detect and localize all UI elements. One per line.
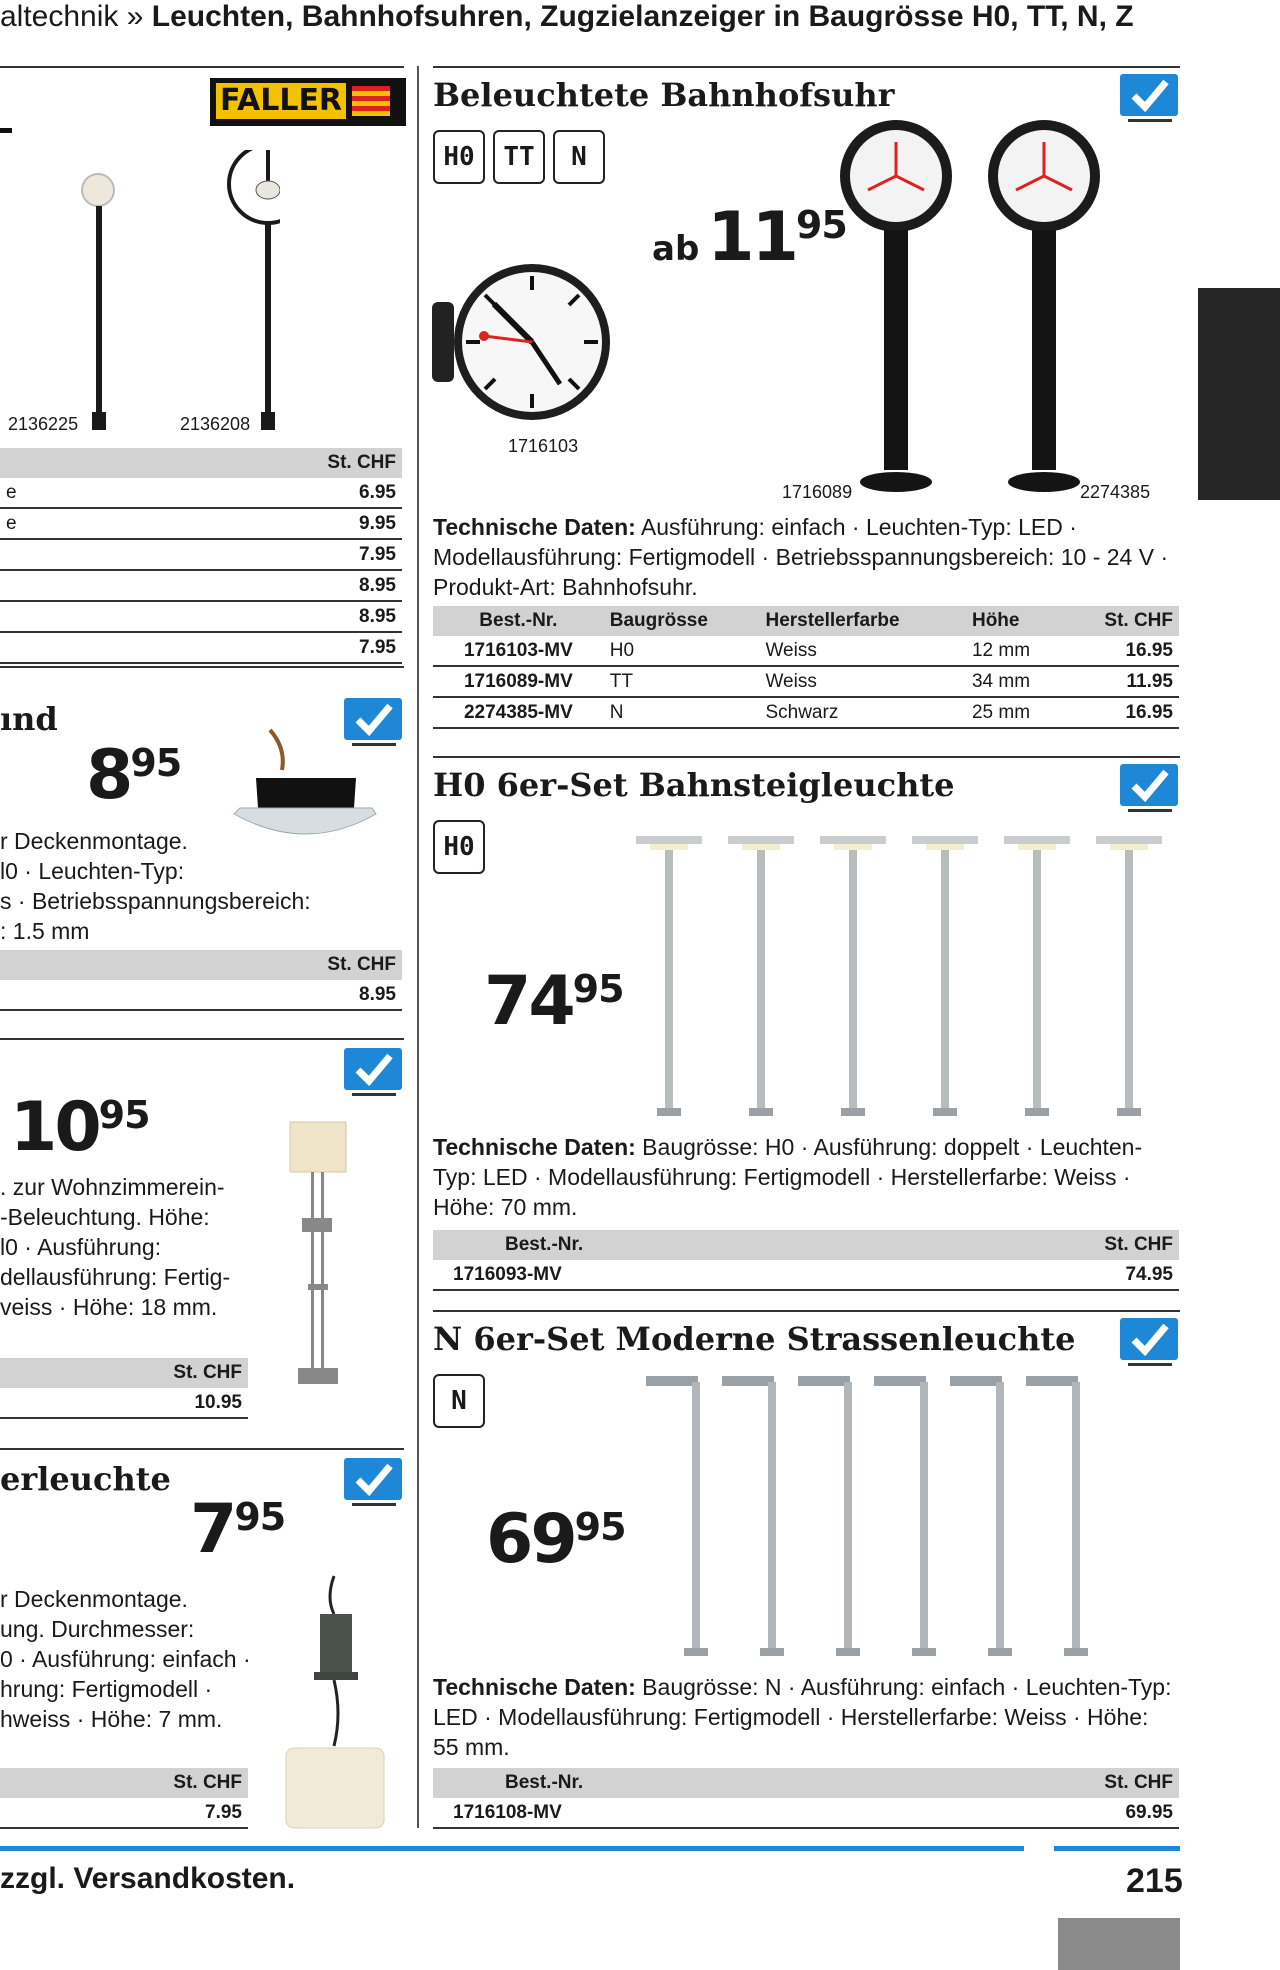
product-title: N 6er-Set Moderne Strassenleuchte	[433, 1320, 1076, 1358]
price-display: ab 1195	[652, 198, 847, 277]
product-description: Technische Daten: Baugrösse: N · Ausführung: einfach · Leuchten-Typ: LED · Modellausführung: Fertigmodell · Herstellerfarbe: Weiss · Höhe: 55 mm.	[433, 1674, 1172, 1760]
product-title: ınd	[0, 700, 58, 738]
price-display: 895	[86, 736, 182, 815]
chapter-tab	[1198, 288, 1280, 500]
product-description: r Deckenmontage. l0 · Leuchten-Typ: s · Betriebsspannungsbereich: : 1.5 mm	[0, 828, 311, 944]
scale-badges	[433, 820, 493, 874]
footer-text: zzgl. Versandkosten.	[0, 1862, 296, 1895]
table-row: 8.95	[0, 570, 402, 601]
page-number: 215	[1126, 1862, 1183, 1900]
page-title: Leuchten, Bahnhofsuhren, Zugzielanzeiger in Baugrösse H0, TT, N, Z	[151, 0, 1134, 33]
product-table	[433, 1768, 1179, 1829]
column-divider	[417, 66, 419, 1828]
faller-logo-stripes	[352, 86, 390, 116]
scale-badge-n: N	[553, 130, 605, 184]
product-title: H0 6er-Set Bahnsteigleuchte	[433, 766, 955, 804]
product-description: Technische Daten: Ausführung: einfach · Leuchten-Typ: LED · Modellausführung: Fertigmodell · Betriebsspannungsbereich: 10 - 24 V · Produkt-Art: Bahnhofsuhr.	[433, 514, 1169, 600]
pole-clock-image-tt	[838, 118, 968, 498]
table-row: 7.95	[0, 632, 402, 663]
product-title: Beleuchtete Bahnhofsuhr	[433, 76, 895, 114]
scale-badge-tt: TT	[493, 130, 545, 184]
viessmann-logo	[1120, 1318, 1178, 1368]
table-row: e 6.95	[0, 478, 402, 508]
street-lamps-image	[640, 1370, 1100, 1666]
table-header-row: Best.-Nr. St. CHF	[433, 1230, 1179, 1260]
price-table: St. CHF 8.95	[0, 950, 402, 1011]
divider	[0, 1448, 404, 1450]
table-row: 1716103-MV H0 Weiss 12 mm 16.95	[433, 636, 1179, 666]
divider	[433, 756, 1180, 758]
viessmann-logo	[344, 1458, 402, 1508]
table-row: 1716093-MV 74.95	[433, 1260, 1179, 1290]
street-lamp-images	[70, 150, 280, 440]
breadcrumb: altechnik »	[0, 0, 144, 33]
pole-clock-image-n	[986, 118, 1116, 498]
product-description: r Deckenmontage. ung. Durchmesser: 0 · Ausführung: einfach · hrung: Fertigmodell · hweiss · Höhe: 7 mm.	[0, 1586, 251, 1732]
price-table: St. CHF 7.95	[0, 1768, 248, 1829]
footer-rule	[0, 1846, 1024, 1851]
page-header	[0, 0, 1134, 34]
product-table	[433, 1230, 1179, 1291]
product-number: 1716103	[508, 436, 579, 456]
divider	[433, 66, 1180, 68]
floor-lamp-image	[284, 1118, 364, 1418]
table-row: 10.95	[0, 1388, 248, 1418]
table-row: 2274385-MV N Schwarz 25 mm 16.95	[433, 697, 1179, 728]
col-header-price: St. CHF	[88, 448, 402, 478]
table-header-row: Best.-Nr. Baugrösse Herstellerfarbe Höhe St. CHF	[433, 606, 1179, 636]
platform-lamps-image	[630, 832, 1190, 1132]
product-number: 2136208	[180, 414, 251, 434]
divider	[433, 1310, 1180, 1312]
scale-badges	[433, 130, 613, 184]
page-corner-block	[1058, 1918, 1180, 1970]
product-number: 2274385	[1080, 482, 1151, 502]
table-row: 8.95	[0, 980, 402, 1010]
price-display: 7495	[484, 962, 624, 1041]
viessmann-logo	[1120, 74, 1178, 124]
faller-logo-text: FALLER	[216, 83, 346, 119]
footer-rule	[1054, 1846, 1180, 1851]
price-display: 795	[190, 1490, 286, 1569]
table-row: 7.95	[0, 1798, 248, 1828]
price-display: 1095	[10, 1088, 150, 1167]
product-number: 2136225	[8, 414, 79, 434]
scale-badge-h0: H0	[433, 130, 485, 184]
scale-badge-n: N	[433, 1374, 485, 1428]
table-row: 1716108-MV 69.95	[433, 1798, 1179, 1828]
product-table	[433, 606, 1179, 729]
product-description: . zur Wohnzimmerein- -Beleuchtung. Höhe: l0 · Ausführung: dellausführung: Fertig- veiss · Höhe: 18 mm.	[0, 1174, 231, 1320]
wall-clock-image	[432, 262, 632, 432]
table-row: 8.95	[0, 601, 402, 632]
product-title: erleuchte	[0, 1460, 171, 1498]
scale-badges	[433, 1374, 493, 1428]
table-row: 7.95	[0, 539, 402, 570]
price-table	[0, 448, 402, 664]
divider	[0, 666, 404, 668]
product-number: 1716089	[782, 482, 853, 502]
price-table: St. CHF 10.95	[0, 1358, 248, 1419]
divider	[0, 66, 404, 68]
viessmann-logo	[1120, 764, 1178, 814]
bullet-mark	[0, 128, 12, 133]
table-row: e 9.95	[0, 508, 402, 539]
product-description: Technische Daten: Baugrösse: H0 · Ausführung: doppelt · Leuchten-Typ: LED · Modellausführung: Fertigmodell · Herstellerfarbe: Weiss · Höhe: 70 mm.	[433, 1134, 1143, 1220]
price-display: 6995	[486, 1500, 626, 1579]
scale-badge-h0: H0	[433, 820, 485, 874]
table-header-row: Best.-Nr. St. CHF	[433, 1768, 1179, 1798]
faller-logo	[210, 78, 406, 126]
pendant-lamp-image	[282, 1574, 392, 1832]
viessmann-logo	[344, 1048, 402, 1098]
table-row: 1716089-MV TT Weiss 34 mm 11.95	[433, 666, 1179, 697]
divider	[0, 1038, 404, 1040]
